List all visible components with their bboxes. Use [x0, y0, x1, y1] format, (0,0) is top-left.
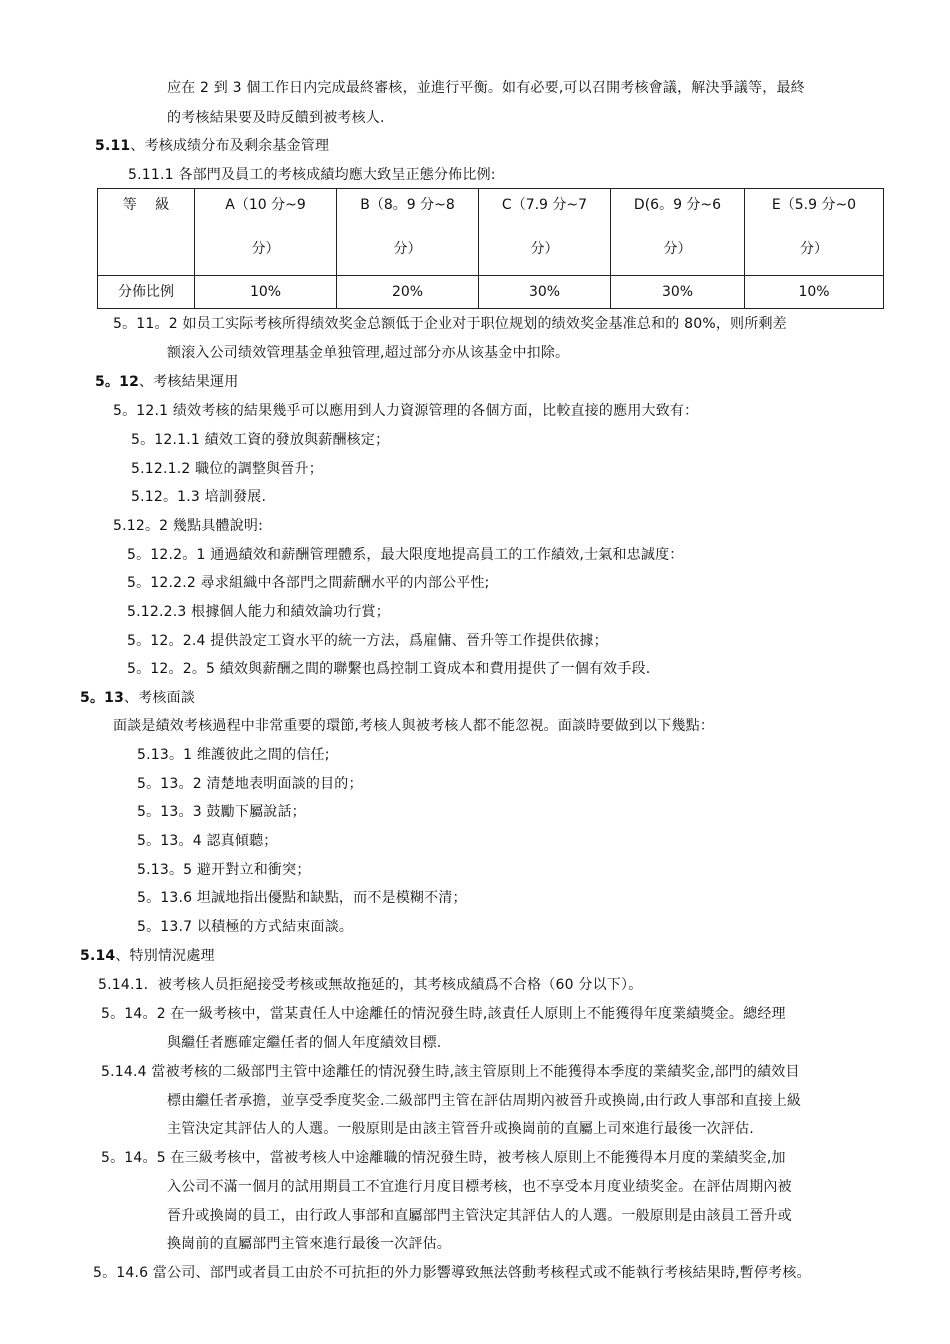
paragraph-line: 应在 2 到 3 個工作日内完成最終審核，並進行平衡。如有必要,可以召開考核會議，解決爭議等，最終 — [167, 80, 805, 96]
paragraph-line: 晉升或換崗的員工，由行政人事部和直屬部門主管決定其評估人的人選。一般原則是由該員工晉升或 — [167, 1208, 792, 1224]
table-cell: 30% — [479, 276, 611, 309]
table-header-cell: E（5.9 分~0 分） — [745, 189, 884, 276]
paragraph-line: 入公司不滿一個月的試用期員工不宜進行月度目標考核，也不享受本月度业绩奖金。在評估周期內被 — [167, 1179, 792, 1195]
section-number: 5。12 — [95, 374, 140, 390]
paragraph-line: 與繼任者應確定繼任者的個人年度績效目標. — [167, 1035, 442, 1051]
paragraph-line: 5.14.1．被考核人员拒絕接受考核或無故拖延的，其考核成績爲不合格（60 分以下）。 — [98, 977, 643, 993]
list-item: 5.12.2.3 根據個人能力和績效論功行賞； — [127, 604, 390, 620]
section-number: 5。13 — [80, 690, 125, 706]
list-item: 5.12.1.2 職位的調整與晉升； — [131, 461, 323, 477]
table-row — [98, 276, 884, 309]
paragraph-line: 额滚入公司绩效管理基金单独管理,超过部分亦从该基金中扣除。 — [167, 345, 570, 361]
paragraph-line: 5.11.1 各部門及員工的考核成績均應大致呈正態分佈比例: — [128, 167, 496, 183]
list-item: 5。13。3 鼓勵下屬說話； — [137, 804, 306, 820]
grade-distribution-table — [97, 188, 884, 309]
table-cell: 10% — [195, 276, 337, 309]
list-item: 5。12。2.4 提供設定工資水平的統一方法，爲雇傭、晉升等工作提供依據； — [127, 633, 608, 649]
paragraph-line: 標由繼任者承擔，並享受季度奖金.二級部門主管在評估周期內被晉升或換崗,由行政人事部和直接上級 — [167, 1093, 802, 1109]
paragraph-line: 主管決定其評估人的人選。一般原則是由該主管晉升或換崗前的直屬上司來進行最後一次評估. — [167, 1121, 754, 1137]
section-title: 、考核成绩分布及剩余基金管理 — [130, 138, 330, 154]
section-title: 、考核結果運用 — [139, 374, 239, 390]
table-cell: 30% — [611, 276, 745, 309]
paragraph-line: 5。14。2 在一級考核中，當某責任人中途離任的情況發生時,該責任人原則上不能獲得年度業績獎金。總经理 — [101, 1006, 786, 1022]
section-heading-5-13 — [80, 688, 195, 708]
list-item: 5。12.2。1 通過績效和薪酬管理體系，最大限度地提高員工的工作績效,士氣和忠誠度： — [127, 547, 684, 563]
paragraph-line: 5。14。5 在三級考核中，當被考核人中途離職的情況發生時，被考核人原則上不能獲得本月度的業績奖金,加 — [101, 1150, 786, 1166]
paragraph-line: 的考核結果要及時反饋到被考核人. — [167, 110, 385, 126]
list-item: 5。12。2。5 績效與薪酬之間的聯繫也爲控制工資成本和費用提供了一個有效手段. — [127, 661, 651, 677]
table-header-row — [98, 189, 884, 276]
list-item: 5。13.7 以積極的方式結束面談。 — [137, 919, 354, 935]
list-item: 5。12.2.2 尋求組織中各部門之間薪酬水平的内部公平性; — [127, 575, 490, 591]
paragraph-line: 5。14.6 當公司、部門或者員工由於不可抗拒的外力影響導致無法啓動考核程式或不能執行考核結果時,暫停考核。 — [93, 1265, 811, 1281]
paragraph-line: 換崗前的直屬部門主管來進行最後一次評估。 — [167, 1236, 451, 1252]
list-item: 5。13。4 認真傾聽； — [137, 833, 278, 849]
table-row-label: 分佈比例 — [98, 276, 195, 309]
section-heading-5-11 — [95, 136, 329, 156]
table-cell: 10% — [745, 276, 884, 309]
section-heading-5-14 — [80, 946, 215, 966]
section-title: 、特別情況處理 — [115, 948, 215, 964]
table-header-cell: D(6。9 分~6 分） — [611, 189, 745, 276]
section-title: 、考核面談 — [124, 690, 196, 706]
list-item: 5.12。1.3 培訓發展. — [131, 489, 267, 505]
table-header-cell: B（8。9 分~8 分） — [337, 189, 479, 276]
list-item: 5.13。5 避开對立和衝突； — [137, 862, 311, 878]
list-item: 5。13.6 坦誠地指出優點和缺點，而不是模糊不清； — [137, 890, 467, 906]
table-cell: 20% — [337, 276, 479, 309]
list-item: 5。12.1 绩效考核的結果幾乎可以應用到人力資源管理的各個方面，比較直接的應用大致有： — [113, 403, 699, 419]
paragraph-line: 5.14.4 當被考核的二級部門主管中途離任的情況發生時,該主管原則上不能獲得本季度的業績奖金,部門的績效目 — [101, 1064, 800, 1080]
table-header-cell: A（10 分~9 分） — [195, 189, 337, 276]
table-header-cell: C（7.9 分~7 分） — [479, 189, 611, 276]
section-number: 5.11 — [95, 138, 131, 154]
table-header-cell: 等 級 — [98, 189, 195, 276]
list-item: 5.12。2 幾點具體說明: — [113, 518, 264, 534]
paragraph-line: 5。11。2 如员工实际考核所得绩效奖金总额低于企业对于职位规划的绩效奖金基准总和的 80%，则所剩差 — [113, 316, 787, 332]
paragraph-line: 面談是績效考核過程中非常重要的環節,考核人與被考核人都不能忽視。面談時要做到以下幾點： — [113, 718, 715, 734]
list-item: 5。13。2 清楚地表明面談的目的； — [137, 776, 363, 792]
list-item: 5。12.1.1 績效工資的發放與薪酬核定； — [131, 432, 390, 448]
section-number: 5.14 — [80, 948, 116, 964]
section-heading-5-12 — [95, 372, 238, 392]
list-item: 5.13。1 维護彼此之間的信任; — [137, 747, 330, 763]
